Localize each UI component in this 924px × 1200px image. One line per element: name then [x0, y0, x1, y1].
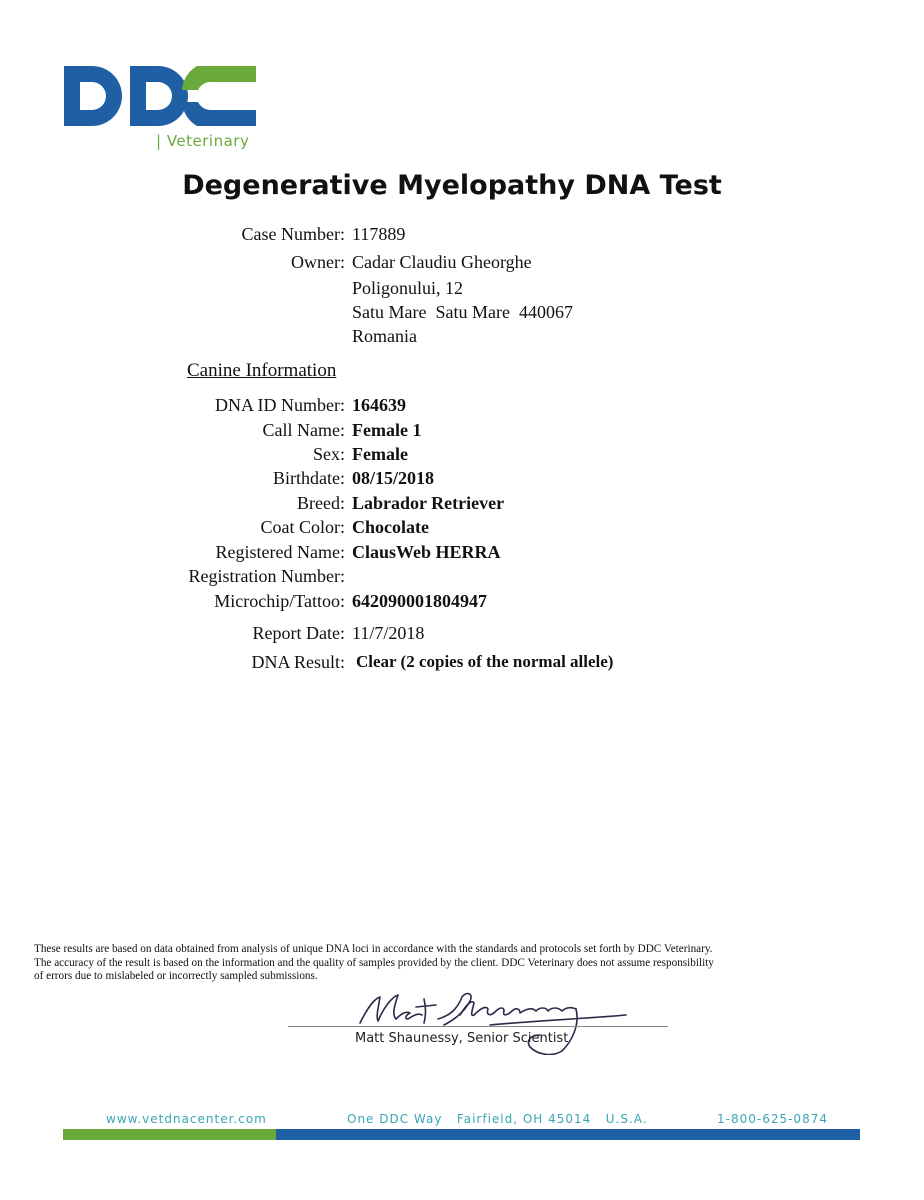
call-name-label: Call Name:: [262, 420, 345, 440]
canine-field-row: [0, 420, 924, 444]
case-number-value: 117889: [352, 224, 406, 244]
birthdate-value: 08/15/2018: [352, 468, 435, 488]
canine-field-row: [0, 493, 924, 517]
logo-veterinary-label: | Veterinary: [156, 132, 250, 150]
registration-number-label: Registration Number:: [188, 566, 345, 586]
microchip-value: 642090001804947: [352, 591, 487, 611]
canine-field-row: [0, 517, 924, 541]
dna-result-value: Clear (2 copies of the normal allele): [356, 652, 614, 671]
canine-field-row: [0, 566, 924, 590]
dna-id-value: 164639: [352, 395, 406, 415]
footer-bar-green: [63, 1129, 276, 1140]
coat-color-label: Coat Color:: [260, 517, 345, 537]
disclaimer: [34, 943, 894, 984]
signer-name-title: Matt Shaunessy, Senior Scientist: [355, 1031, 569, 1046]
ddc-veterinary-logo: [62, 62, 262, 157]
case-number-label: Case Number:: [241, 224, 345, 244]
registered-name-value: ClausWeb HERRA: [352, 542, 501, 562]
canine-field-row: [0, 591, 924, 615]
owner-label: Owner:: [291, 252, 345, 272]
dna-id-label: DNA ID Number:: [215, 395, 345, 415]
footer-address: One DDC Way Fairfield, OH 45014 U.S.A.: [347, 1112, 648, 1126]
footer-website: www.vetdnacenter.com: [106, 1112, 267, 1126]
canine-field-row: [0, 542, 924, 566]
breed-label: Breed:: [297, 493, 345, 513]
canine-information-heading: Canine Information: [187, 360, 337, 381]
ddc-logo-mark: [62, 62, 262, 132]
disclaimer-line-3: of errors due to mislabeled or incorrectly sampled submissions.: [34, 970, 318, 982]
owner-row: [0, 252, 924, 276]
call-name-value: Female 1: [352, 420, 422, 440]
dna-result-label: DNA Result:: [251, 652, 345, 672]
dna-result-row: [0, 652, 924, 676]
page-title: Degenerative Myelopathy DNA Test: [182, 170, 722, 201]
disclaimer-line-2: The accuracy of the result is based on the information and the quality of samples provided by the client. DDC Veterinary does not assume responsibility: [34, 956, 714, 969]
disclaimer-line-1: These results are based on data obtained from analysis of unique DNA loci in accordance with the standards and protocols set forth by DDC Veterinary.: [34, 943, 713, 955]
address-line-2: Satu Mare Satu Mare 440067: [352, 302, 573, 322]
case-number-row: [0, 224, 924, 248]
coat-color-value: Chocolate: [352, 517, 429, 537]
owner-address-line-3: [0, 326, 924, 350]
footer-bar-blue: [276, 1129, 860, 1140]
footer-phone: 1-800-625-0874: [717, 1112, 828, 1126]
microchip-label: Microchip/Tattoo:: [214, 591, 345, 611]
registered-name-label: Registered Name:: [215, 542, 345, 562]
report-date-value: 11/7/2018: [352, 623, 425, 643]
owner-address-line-1: [0, 278, 924, 302]
canine-field-row: [0, 444, 924, 468]
breed-value: Labrador Retriever: [352, 493, 505, 513]
owner-name: Cadar Claudiu Gheorghe: [352, 252, 532, 272]
birthdate-label: Birthdate:: [273, 468, 345, 488]
sex-value: Female: [352, 444, 408, 464]
sex-label: Sex:: [312, 444, 345, 464]
address-line-3: Romania: [352, 326, 417, 346]
canine-field-row: [0, 468, 924, 492]
report-date-row: [0, 623, 924, 647]
report-date-label: Report Date:: [252, 623, 345, 643]
owner-address-line-2: [0, 302, 924, 326]
signature-line: [288, 1026, 668, 1027]
address-line-1: Poligonului, 12: [352, 278, 464, 298]
canine-field-row: [0, 395, 924, 419]
